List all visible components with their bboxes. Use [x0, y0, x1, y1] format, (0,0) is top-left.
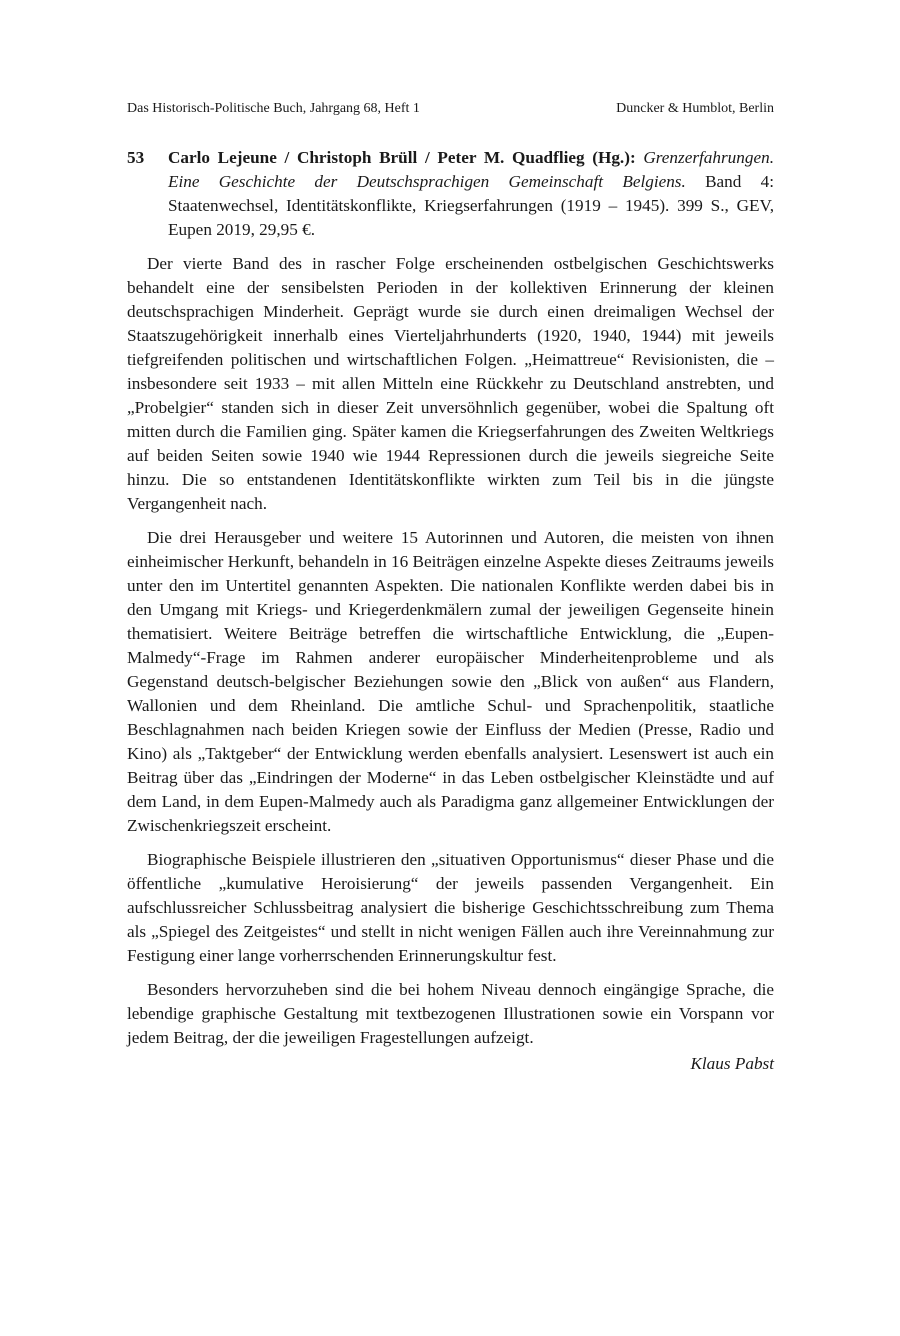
review-entry [127, 146, 774, 1076]
review-paragraph: Der vierte Band des in rascher Folge erscheinenden ostbelgischen Geschichtswerks behandelt eine der sensibelsten Perioden in der kollektiven Erinnerung der kleinen deutschsprachigen Minderheit. Geprägt wurde sie durch einen dreimaligen Wechsel der Staatszugehörigkeit innerhalb eines Vierteljahrhunderts (1920, 1940, 1944) mit jeweils tiefgreifenden politischen und wirtschaftlichen Folgen. „Heimattreue“ Revisionisten, die – insbesondere seit 1933 – mit allen Mitteln eine Rückkehr zu Deutschland anstrebten, und „Probelgier“ standen sich in dieser Zeit unversöhnlich gegenüber, wobei die Spaltung oft mitten durch die Familien ging. Später kamen die Kriegserfahrungen des Zweiten Weltkriegs auf beiden Seiten sowie 1940 wie 1944 Repressionen durch die jeweils siegreiche Seite hinzu. Die so entstandenen Identitätskonflikte wirkten zum Teil bis in die jüngste Vergangenheit nach. [127, 254, 774, 513]
review-paragraph: Biographische Beispiele illustrieren den „situativen Opportunismus“ dieser Phase und die öffentliche „kumulative Heroisierung“ der jeweils passenden Vergangenheit. Ein aufschlussreicher Schlussbeitrag analysiert die bisherige Geschichtsschreibung zum Thema als „Spiegel des Zeitgeistes“ und stellt in nicht wenigen Fällen auch ihre Vereinnahmung zur Festigung einer lange vorherrschenden Erinnerungskultur fest. [127, 850, 774, 965]
book-details: Band 4: Staatenwechsel, Identitätskonflikte, Kriegserfahrungen (1919 – 1945). 399 S., GEV, Eupen 2019, 29,95 €. [168, 172, 774, 239]
journal-title: Das Historisch-Politische Buch, Jahrgang 68, Heft 1 [127, 101, 420, 116]
reviewer-name: Klaus Pabst [690, 1054, 774, 1073]
book-title: Grenzerfahrungen. Eine Geschichte der Deutschsprachigen Gemeinschaft Belgiens. [168, 148, 774, 191]
review-paragraph: Die drei Herausgeber und weitere 15 Autorinnen und Autoren, die meisten von ihnen einheimischer Herkunft, behandeln in 16 Beiträgen einzelne Aspekte dieses Zeitraums jeweils unter den im Untertitel genannten Aspekten. Die nationalen Konflikte werden dabei bis in den Umgang mit Kriegs- und Kriegerdenkmälern zumal der jeweiligen Gegenseite hinein thematisiert. Weitere Beiträge betreffen die wirtschaftliche Entwicklung, die „Eupen-Malmedy“-Frage im Rahmen anderer europäischer Minderheitenprobleme und als Gegenstand deutsch-belgischer Beziehungen sowie den „Blick von außen“ aus Flandern, Wallonien und dem Rheinland. Die amtliche Schul- und Sprachenpolitik, staatliche Beschlagnahmen nach beiden Kriegen sowie der Einfluss der Medien (Presse, Radio und Kino) als „Taktgeber“ der Entwicklung werden ebenfalls analysiert. Lesenswert ist auch ein Beitrag über das „Eindringen der Moderne“ in das Leben ostbelgischer Kleinstädte und auf dem Land, in dem Eupen-Malmedy auch als Paradigma ganz allgemeiner Entwicklungen der Zwischenkriegszeit erscheint. [127, 528, 774, 835]
bibliographic-reference [127, 146, 774, 242]
review-paragraph: Besonders hervorzuheben sind die bei hohem Niveau dennoch eingängige Sprache, die lebendige graphische Gestaltung mit textbezogenen Illustrationen sowie ein Vorspann vor jedem Beitrag, der die jeweiligen Fragestellungen aufzeigt. [127, 980, 774, 1047]
entry-number: 53 [127, 148, 145, 167]
entry-authors: Carlo Lejeune / Christoph Brüll / Peter M. Quadflieg (Hg.): [168, 148, 636, 167]
publisher-name: Duncker & Humblot, Berlin [616, 101, 774, 116]
